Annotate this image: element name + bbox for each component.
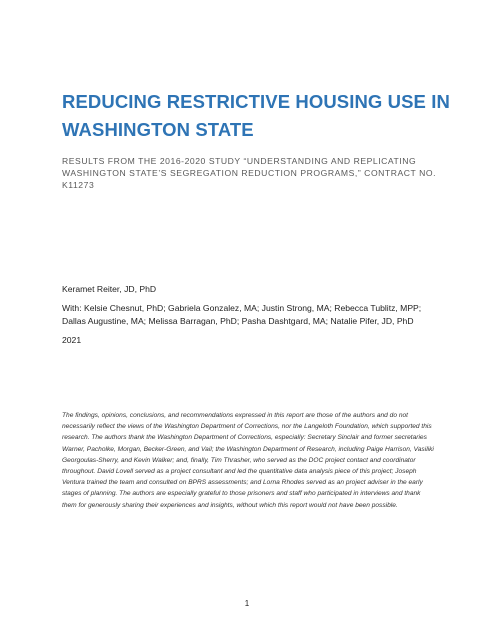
disclaimer-acknowledgements: The findings, opinions, conclusions, and recommendations expressed in this report are those of the authors and do not necessarily reflect the views of the Washington Department of Corrections, nor the Langeloth Foundation, which supported this research. The authors thank the Washington Department of Corrections, especially: Secretary Sinclair and former secretaries Warner, Pacholke, Morgan, Becker-Green, and Vail; the Washington Department of Research, including Paige Harrison, Vasiliki Georgoulas-Sherry, and Kevin Walker; and, finally, Tim Thrasher, who served as the DOC project contact and coordinator throughout. David Lovell served as a project consultant and led the quantitative data analysis piece of this project; Joseph Ventura trained the team and consulted on BPRS assessments; and Lorna Rhodes served as an project adviser in the early stages of planning. The authors are especially grateful to those prisoners and staff who participated in interviews and thank them for generously sharing their experiences and insights, without which this report would not have been possible. bbox=[62, 412, 434, 509]
page-number: 1 bbox=[244, 599, 250, 608]
report-title: REDUCING RESTRICTIVE HOUSING USE IN WASHINGTON STATE bbox=[62, 91, 450, 140]
lead-author: Keramet Reiter, JD, PhD bbox=[62, 284, 157, 294]
co-authors: With: Kelsie Chesnut, PhD; Gabriela Gonzalez, MA; Justin Strong, MA; Rebecca Tublitz, MPP; Dallas Augustine, MA; Melissa Barragan, PhD; Pasha Dashtgard, MA; Natalie Pifer, JD, PhD bbox=[62, 303, 422, 326]
publication-year: 2021 bbox=[62, 335, 82, 345]
report-subtitle: RESULTS FROM THE 2016-2020 STUDY “UNDERSTANDING AND REPLICATING WASHINGTON STATE’S SEGREGATION REDUCTION PROGRAMS,” CONTRACT NO. K11273 bbox=[62, 156, 437, 190]
